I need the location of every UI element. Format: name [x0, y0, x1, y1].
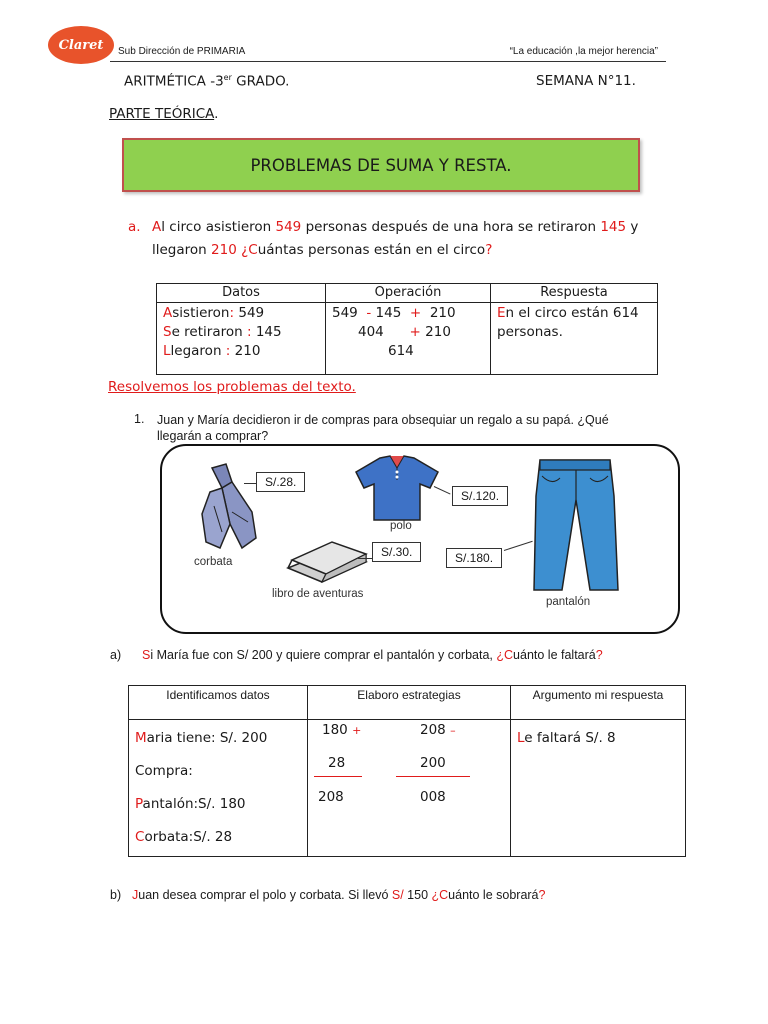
header-right: “La educación ,la mejor herencia” — [509, 46, 658, 57]
table1-operacion-cell — [326, 303, 491, 375]
table2-header-datos: Identificamos datos — [129, 686, 308, 720]
table1-header-operacion: Operación — [326, 284, 491, 303]
libro-pointer — [358, 558, 372, 559]
resolvemos-heading: Resolvemos los problemas del texto. — [108, 379, 356, 395]
qb-text: Juan desea comprar el polo y corbata. Si llevó S/ 150 ¿Cuánto le sobrará? — [132, 888, 546, 902]
problem-a-table — [156, 283, 658, 375]
qa-marker: a) — [110, 648, 122, 662]
qa-text: Si María fue con S/ 200 y quiere comprar el pantalón y corbata, ¿Cuánto le faltará? — [142, 648, 603, 662]
topic-banner — [122, 138, 640, 192]
table2-estrategias-cell — [308, 720, 511, 857]
datum-retiraron: Se retiraron : 145 — [163, 324, 282, 340]
libro-price: S/.30. — [372, 542, 421, 562]
pantalon-pointer — [504, 541, 533, 551]
table1-header-datos: Datos — [157, 284, 326, 303]
datum-maria: Maria tiene: S/. 200 — [135, 730, 268, 746]
table1-respuesta-cell: En el circo están 614 personas. — [491, 303, 658, 375]
diff-operand-2: 200 — [420, 755, 446, 771]
sum-operand-2: 28 — [328, 755, 346, 771]
sum-operand-1: 180 + — [322, 722, 362, 738]
logo-text: Claret — [58, 37, 104, 53]
datum-corbata: Corbata:S/. 28 — [135, 829, 233, 845]
polo-shirt-icon — [350, 454, 444, 524]
corbata-label: corbata — [194, 556, 233, 568]
corbata-pointer — [244, 483, 256, 484]
book-icon — [282, 538, 372, 588]
qb-marker: b) — [110, 888, 122, 902]
page-title: ARITMÉTICA -3er GRADO. — [124, 73, 290, 90]
table1-header-respuesta: Respuesta — [491, 284, 658, 303]
pantalon-label: pantalón — [546, 596, 591, 608]
datum-pantalon: Pantalón:S/. 180 — [135, 796, 246, 812]
corbata-price: S/.28. — [256, 472, 305, 492]
datum-asistieron: Asistieron: 549 — [163, 305, 265, 321]
problem-a-marker: a. — [128, 219, 141, 235]
problem-qa-table — [128, 685, 686, 857]
q1-text: Juan y María decidieron ir de compras para obsequiar un regalo a su papá. ¿Qué llegarán a comprar? — [157, 413, 609, 443]
logo — [48, 26, 114, 64]
operation-row-3: 614 — [388, 343, 414, 359]
table2-header-estrategias: Elaboro estrategias — [308, 686, 511, 720]
problem-a-line2: llegaron 210 ¿Cuántas personas están en el circo? — [152, 242, 493, 258]
topic-banner-text: PROBLEMAS DE SUMA Y RESTA. — [250, 155, 512, 175]
table2-header-respuesta: Argumento mi respuesta — [511, 686, 686, 720]
pantalon-price: S/.180. — [446, 548, 502, 568]
operation-row-2: 404 + 210 — [358, 324, 451, 340]
diff-result: 008 — [420, 789, 446, 805]
table2-datos-cell — [129, 720, 308, 857]
polo-price: S/.120. — [452, 486, 508, 506]
trousers-icon — [530, 456, 620, 594]
q1-number: 1. — [134, 412, 145, 426]
sum-result: 208 — [318, 789, 344, 805]
operation-row-1: 549 - 145 + 210 — [332, 305, 456, 321]
table2-respuesta-cell: Le faltará S/. 8 — [511, 720, 686, 857]
problem-a-line1: Al circo asistieron 549 personas después de una hora se retiraron 145 y — [152, 219, 639, 235]
libro-label: libro de aventuras — [272, 588, 364, 600]
section-heading: PARTE TEÓRICA. — [109, 106, 219, 122]
datum-llegaron: Llegaron : 210 — [163, 343, 261, 359]
header-divider — [110, 61, 666, 62]
week-label: SEMANA N°11. — [536, 73, 636, 89]
diff-rule — [396, 776, 470, 777]
shopping-items-panel — [160, 444, 680, 634]
polo-label: polo — [390, 520, 412, 532]
header-left: Sub Dirección de PRIMARIA — [118, 46, 246, 57]
datum-compra: Compra: — [135, 763, 193, 779]
table1-datos-cell — [157, 303, 326, 375]
sum-rule — [314, 776, 362, 777]
diff-operand-1: 208 – — [420, 722, 456, 738]
